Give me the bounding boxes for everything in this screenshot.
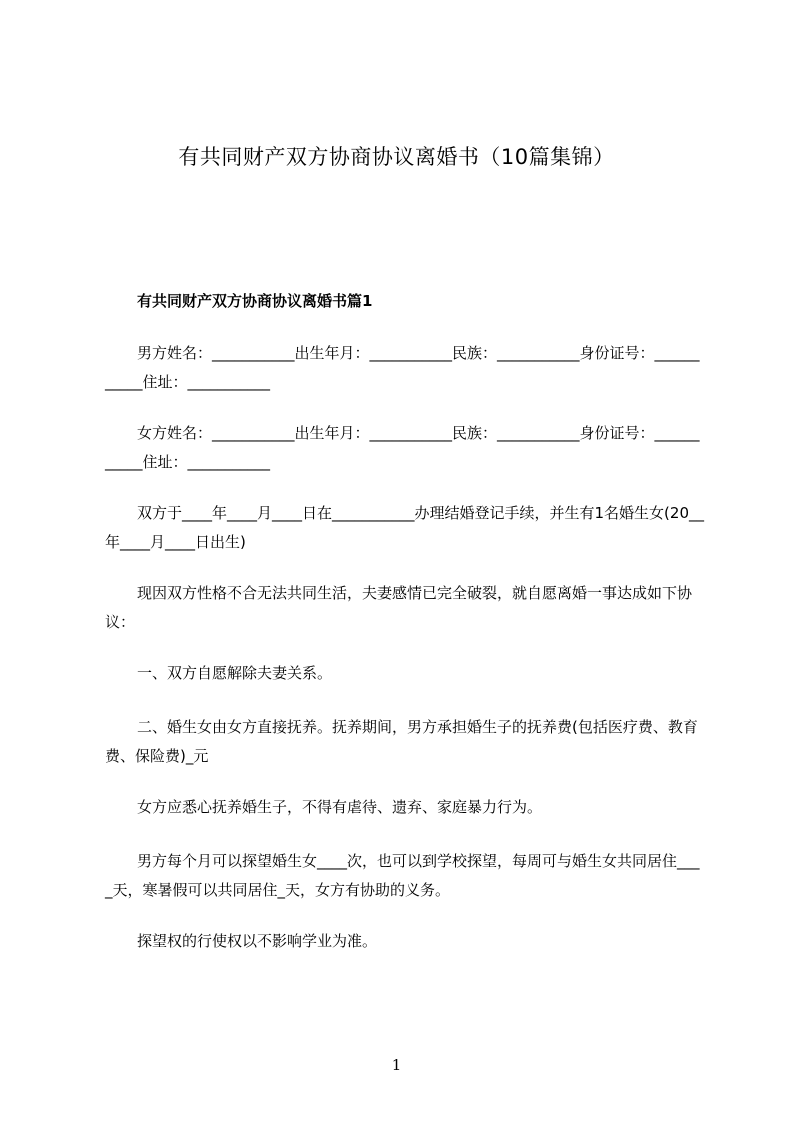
paragraph-divorce-reason: 现因双方性格不合无法共同生活，夫妻感情已完全破裂，就自愿离婚一事达成如下协议：	[105, 584, 693, 631]
paragraph-marriage-registration: 双方于____年____月____日在___________办理结婚登记手续，并生有1名婚生女(20__年____月____日出生)	[105, 504, 704, 551]
page-number: 1	[391, 1056, 402, 1074]
paragraph-custody-duty: 女方应悉心抚养婚生子，不得有虐待、遗弃、家庭暴力行为。	[137, 798, 543, 816]
paragraph-visitation: 男方每个月可以探望婚生女____次，也可以到学校探望，每周可与婚生女共同居住____天，寒暑假可以共同居住_天，女方有协助的义务。	[105, 852, 700, 899]
paragraph-male-info: 男方姓名：___________出生年月：___________民族：___________身份证号：___________住址：___________	[105, 344, 700, 391]
document-title: 有共同财产双方协商协议离婚书（10篇集锦）	[178, 145, 615, 169]
paragraph-visitation-limit: 探望权的行使权以不影响学业为准。	[137, 932, 378, 950]
section-heading: 有共同财产双方协商协议离婚书篇1	[137, 292, 373, 310]
paragraph-clause-2: 二、婚生女由女方直接抚养。抚养期间，男方承担婚生子的抚养费(包括医疗费、教育费、保险费)_元	[105, 718, 698, 765]
paragraph-female-info: 女方姓名：___________出生年月：___________民族：___________身份证号：___________住址：___________	[105, 424, 700, 471]
paragraph-clause-1: 一、双方自愿解除夫妻关系。	[137, 664, 333, 682]
